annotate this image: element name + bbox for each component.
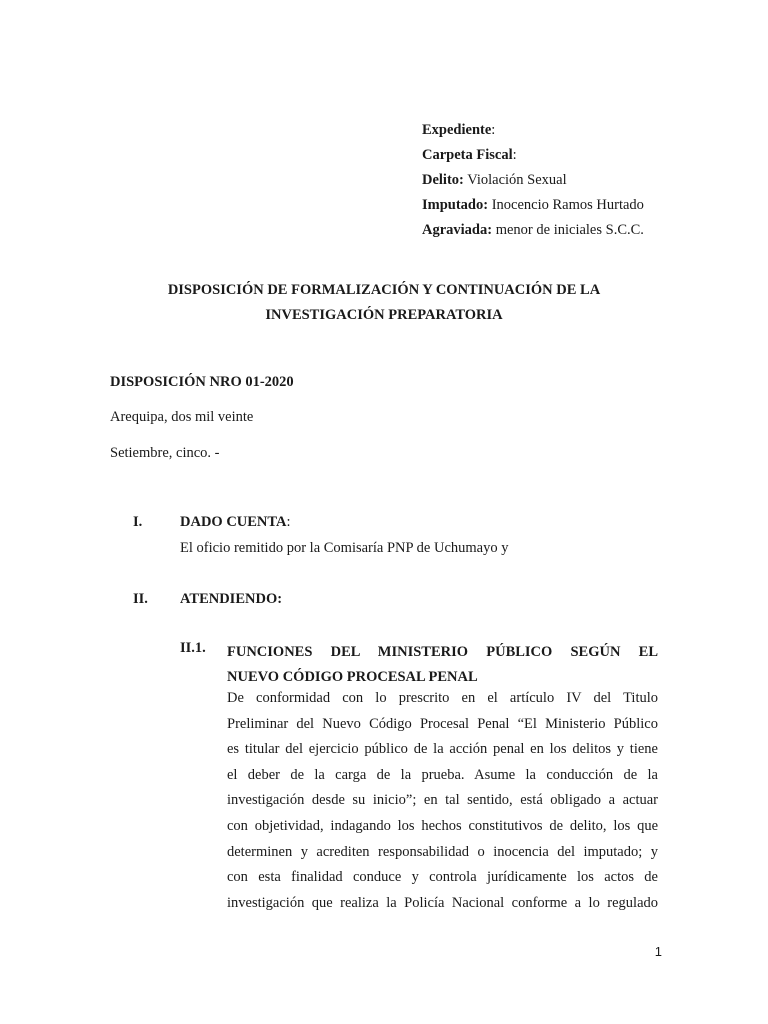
section-2-title: ATENDIENDO:: [180, 591, 283, 607]
subsection-2-1-paragraph: [227, 686, 658, 916]
section-1-title-wrap: [180, 514, 291, 531]
document-title-line-1: DISPOSICIÓN DE FORMALIZACIÓN Y CONTINUACIÓN DE LA: [167, 282, 601, 298]
imputado-label: Imputado:: [422, 197, 489, 213]
expediente-label: Expediente: [422, 122, 492, 138]
delito-value: Violación Sexual: [467, 172, 567, 188]
paragraph-line: investigación que realiza la Policía Nacional conforme a lo regulado: [227, 894, 658, 911]
paragraph-line: con esta finalidad conduce y controla jurídicamente los actos de: [227, 869, 658, 886]
document-title-line-2: INVESTIGACIÓN PREPARATORIA: [265, 307, 503, 323]
case-header: [422, 119, 742, 244]
expediente-line: [422, 119, 742, 144]
paragraph-line: es titular del ejercicio público de la acción penal en los delitos y tiene: [227, 741, 658, 758]
section-2-number: II.: [133, 591, 148, 607]
paragraph-line: con objetividad, indagando los hechos constitutivos de delito, los que: [227, 817, 658, 834]
delito-label: Delito:: [422, 172, 464, 188]
expediente-colon: :: [491, 122, 496, 138]
agraviada-value: menor de iniciales S.C.C.: [495, 222, 644, 238]
paragraph-line: investigación desde su inicio”; en tal sentido, está obligado a actuar: [227, 792, 658, 809]
disposition-place: Arequipa, dos mil veinte: [110, 409, 254, 425]
carpeta-label: Carpeta Fiscal: [422, 147, 513, 163]
carpeta-colon: :: [512, 147, 517, 163]
section-1-title: DADO CUENTA: [180, 514, 287, 530]
subsection-2-1-number: II.1.: [180, 640, 206, 656]
paragraph-line: el deber de la carga de la prueba. Asume la conducción de la: [227, 766, 658, 783]
delito-line: [422, 169, 742, 194]
imputado-line: [422, 194, 742, 219]
paragraph-line: De conformidad con lo prescrito en el artículo IV del Titulo: [227, 690, 658, 706]
disposition-date: Setiembre, cinco. -: [110, 445, 220, 461]
page-number: 1: [654, 944, 662, 959]
imputado-value: Inocencio Ramos Hurtado: [491, 197, 644, 213]
paragraph-line: Preliminar del Nuevo Código Procesal Penal “El Ministerio Público: [227, 715, 658, 732]
carpeta-line: [422, 144, 742, 169]
agraviada-label: Agraviada:: [422, 222, 493, 238]
subsection-2-1-title-line-1: FUNCIONES DEL MINISTERIO PÚBLICO SEGÚN EL: [227, 644, 658, 660]
disposition-number: DISPOSICIÓN NRO 01-2020: [110, 374, 294, 390]
paragraph-line: determinen y acrediten responsabilidad o inocencia del imputado; y: [227, 843, 658, 860]
agraviada-line: [422, 219, 742, 244]
subsection-2-1-title: [227, 640, 658, 690]
section-1-colon: :: [286, 514, 291, 530]
section-1-body: El oficio remitido por la Comisaría PNP de Uchumayo y: [180, 540, 509, 556]
subsection-2-1-title-line-2: NUEVO CÓDIGO PROCESAL PENAL: [227, 669, 478, 685]
section-1-number: I.: [133, 514, 143, 530]
